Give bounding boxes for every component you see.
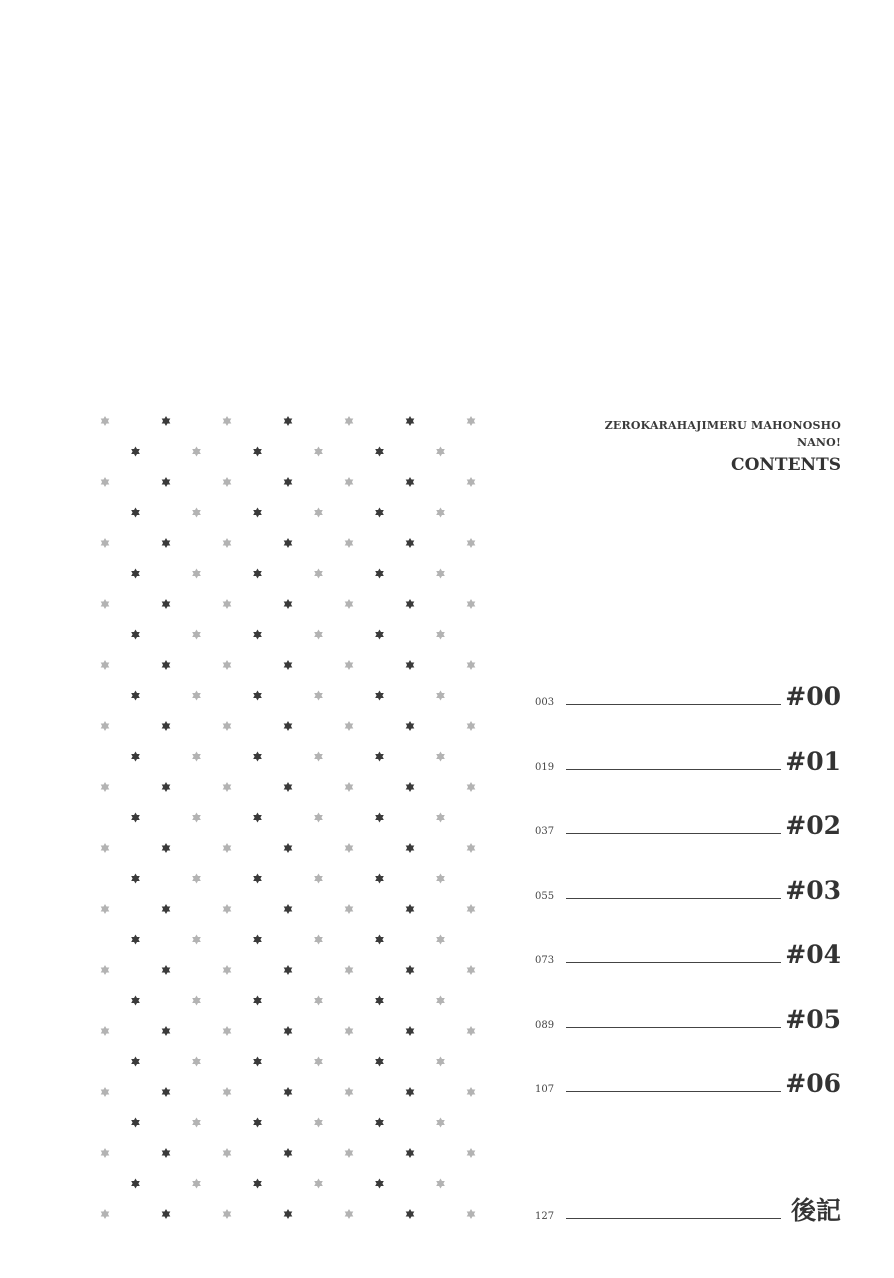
hexagram-star-icon (467, 965, 476, 975)
hexagram-star-icon (406, 599, 415, 609)
hexagram-star-icon (131, 874, 140, 884)
hexagram-star-icon (314, 813, 323, 823)
hexagram-star-icon (345, 599, 354, 609)
hexagram-star-icon (406, 538, 415, 548)
hexagram-star-icon (436, 630, 445, 640)
hexagram-star-icon (131, 691, 140, 701)
hexagram-star-icon (345, 904, 354, 914)
hexagram-star-icon (101, 904, 110, 914)
hexagram-star-icon (436, 1118, 445, 1128)
hexagram-star-icon (467, 599, 476, 609)
toc-entry-04[interactable] (535, 928, 841, 968)
hexagram-star-icon (314, 996, 323, 1006)
hexagram-star-icon (162, 721, 171, 731)
hexagram-star-icon (162, 599, 171, 609)
hexagram-star-icon (345, 721, 354, 731)
hexagram-star-icon (467, 538, 476, 548)
toc-entry-00[interactable] (535, 670, 841, 710)
hexagram-star-icon (192, 813, 201, 823)
toc-entry-02[interactable] (535, 799, 841, 839)
hexagram-star-icon (131, 569, 140, 579)
hexagram-star-icon (345, 965, 354, 975)
hexagram-star-icon (314, 1179, 323, 1189)
hexagram-star-icon (253, 569, 262, 579)
hexagram-star-icon (284, 416, 293, 426)
hexagram-star-icon (131, 1118, 140, 1128)
hexagram-star-icon (253, 508, 262, 518)
toc-entry-03[interactable] (535, 864, 841, 904)
hexagram-star-icon (223, 660, 232, 670)
hexagram-star-icon (375, 447, 384, 457)
toc-leader-line (566, 1218, 781, 1219)
toc-leader-line (566, 769, 781, 770)
toc-entry-afterword[interactable] (535, 1184, 841, 1224)
hexagram-star-icon (345, 1148, 354, 1158)
hexagram-star-icon (253, 1118, 262, 1128)
hexagram-star-icon (436, 752, 445, 762)
series-title-line-1: ZEROKARAHAJIMERU MAHONOSHO (604, 419, 841, 432)
hexagram-star-icon (284, 660, 293, 670)
hexagram-star-icon (314, 935, 323, 945)
hexagram-star-icon (131, 752, 140, 762)
hexagram-star-icon (162, 782, 171, 792)
hexagram-star-icon (314, 874, 323, 884)
hexagram-star-icon (192, 996, 201, 1006)
hexagram-star-icon (162, 843, 171, 853)
hexagram-star-icon (192, 447, 201, 457)
hexagram-star-icon (406, 416, 415, 426)
hexagram-star-icon (192, 752, 201, 762)
toc-entry-01[interactable] (535, 735, 841, 775)
hexagram-star-icon (375, 813, 384, 823)
hexagram-star-icon (345, 1209, 354, 1219)
hexagram-star-icon (253, 691, 262, 701)
hexagram-star-icon (314, 569, 323, 579)
series-title-line-2: NANO! (796, 436, 841, 449)
hexagram-star-icon (345, 477, 354, 487)
hexagram-star-icon (253, 874, 262, 884)
star-pattern-decoration (90, 405, 490, 1230)
hexagram-star-icon (284, 965, 293, 975)
hexagram-star-icon (101, 660, 110, 670)
hexagram-star-icon (284, 843, 293, 853)
hexagram-star-icon (406, 1087, 415, 1097)
hexagram-star-icon (253, 996, 262, 1006)
hexagram-star-icon (192, 935, 201, 945)
hexagram-star-icon (284, 599, 293, 609)
hexagram-star-icon (436, 813, 445, 823)
hexagram-star-icon (192, 1057, 201, 1067)
hexagram-star-icon (101, 1148, 110, 1158)
hexagram-star-icon (131, 447, 140, 457)
hexagram-star-icon (101, 1026, 110, 1036)
hexagram-star-icon (467, 1209, 476, 1219)
hexagram-star-icon (253, 813, 262, 823)
hexagram-star-icon (467, 721, 476, 731)
hexagram-star-icon (162, 660, 171, 670)
hexagram-star-icon (375, 1179, 384, 1189)
hexagram-star-icon (284, 1148, 293, 1158)
hexagram-star-icon (375, 569, 384, 579)
hexagram-star-icon (131, 508, 140, 518)
hexagram-star-icon (101, 538, 110, 548)
toc-chapter-label: #04 (785, 940, 841, 969)
hexagram-star-icon (131, 1057, 140, 1067)
hexagram-star-icon (345, 1026, 354, 1036)
hexagram-star-icon (162, 904, 171, 914)
hexagram-star-icon (436, 1057, 445, 1067)
hexagram-star-icon (345, 1087, 354, 1097)
hexagram-star-icon (314, 630, 323, 640)
hexagram-star-icon (375, 935, 384, 945)
toc-leader-line (566, 704, 781, 705)
toc-page-number: 107 (535, 1084, 555, 1095)
hexagram-star-icon (223, 1148, 232, 1158)
hexagram-star-icon (101, 782, 110, 792)
hexagram-star-icon (375, 874, 384, 884)
hexagram-star-icon (192, 630, 201, 640)
hexagram-star-icon (436, 508, 445, 518)
toc-leader-line (566, 962, 781, 963)
hexagram-star-icon (314, 752, 323, 762)
hexagram-star-icon (284, 721, 293, 731)
toc-page-number: 073 (535, 955, 555, 966)
hexagram-star-icon (101, 416, 110, 426)
toc-page-number: 037 (535, 826, 555, 837)
hexagram-star-icon (436, 996, 445, 1006)
hexagram-star-icon (406, 1209, 415, 1219)
hexagram-star-icon (436, 447, 445, 457)
hexagram-star-icon (284, 782, 293, 792)
toc-chapter-label: #06 (785, 1069, 841, 1098)
hexagram-star-icon (192, 691, 201, 701)
hexagram-star-icon (345, 782, 354, 792)
toc-leader-line (566, 898, 781, 899)
toc-page-number: 019 (535, 762, 555, 773)
hexagram-star-icon (314, 1057, 323, 1067)
hexagram-star-icon (162, 965, 171, 975)
hexagram-star-icon (101, 721, 110, 731)
toc-leader-line (566, 1027, 781, 1028)
hexagram-star-icon (162, 538, 171, 548)
toc-chapter-label: #05 (785, 1005, 841, 1034)
hexagram-star-icon (406, 904, 415, 914)
hexagram-star-icon (467, 416, 476, 426)
hexagram-star-icon (375, 996, 384, 1006)
hexagram-star-icon (101, 477, 110, 487)
hexagram-star-icon (223, 1026, 232, 1036)
hexagram-star-icon (467, 1148, 476, 1158)
hexagram-star-icon (162, 1026, 171, 1036)
toc-page-number: 055 (535, 891, 555, 902)
hexagram-star-icon (131, 996, 140, 1006)
hexagram-star-icon (223, 1087, 232, 1097)
hexagram-star-icon (253, 752, 262, 762)
hexagram-star-icon (223, 904, 232, 914)
hexagram-star-icon (345, 416, 354, 426)
hexagram-star-icon (375, 508, 384, 518)
hexagram-star-icon (314, 691, 323, 701)
toc-chapter-label: #00 (785, 682, 841, 711)
hexagram-star-icon (345, 538, 354, 548)
hexagram-star-icon (223, 599, 232, 609)
hexagram-star-icon (253, 630, 262, 640)
hexagram-star-icon (375, 630, 384, 640)
hexagram-star-icon (436, 1179, 445, 1189)
toc-chapter-label: #01 (785, 747, 841, 776)
hexagram-star-icon (406, 660, 415, 670)
hexagram-star-icon (375, 1118, 384, 1128)
hexagram-star-icon (192, 1179, 201, 1189)
hexagram-star-icon (223, 538, 232, 548)
toc-entry-06[interactable] (535, 1057, 841, 1097)
hexagram-star-icon (223, 1209, 232, 1219)
hexagram-star-icon (284, 477, 293, 487)
hexagram-star-icon (253, 935, 262, 945)
hexagram-star-icon (101, 1209, 110, 1219)
hexagram-star-icon (253, 1057, 262, 1067)
hexagram-star-icon (467, 660, 476, 670)
hexagram-star-icon (131, 935, 140, 945)
hexagram-star-icon (284, 904, 293, 914)
hexagram-star-icon (467, 1026, 476, 1036)
hexagram-star-icon (162, 477, 171, 487)
toc-page-number: 127 (535, 1211, 555, 1222)
hexagram-star-icon (375, 752, 384, 762)
hexagram-star-icon (284, 1087, 293, 1097)
hexagram-star-icon (314, 447, 323, 457)
hexagram-star-icon (375, 691, 384, 701)
toc-leader-line (566, 1091, 781, 1092)
hexagram-star-icon (253, 1179, 262, 1189)
hexagram-star-icon (192, 569, 201, 579)
hexagram-star-icon (467, 1087, 476, 1097)
hexagram-star-icon (436, 691, 445, 701)
hexagram-star-icon (406, 965, 415, 975)
hexagram-star-icon (131, 813, 140, 823)
hexagram-star-icon (314, 508, 323, 518)
hexagram-star-icon (223, 843, 232, 853)
hexagram-star-icon (192, 874, 201, 884)
hexagram-star-icon (223, 782, 232, 792)
contents-header (605, 417, 841, 477)
page-title: CONTENTS (731, 455, 841, 475)
hexagram-star-icon (345, 660, 354, 670)
hexagram-star-icon (101, 843, 110, 853)
hexagram-star-icon (223, 721, 232, 731)
hexagram-star-icon (436, 569, 445, 579)
hexagram-star-icon (284, 1209, 293, 1219)
hexagram-star-icon (162, 1209, 171, 1219)
toc-chapter-label: #02 (785, 811, 841, 840)
hexagram-star-icon (162, 416, 171, 426)
toc-leader-line (566, 833, 781, 834)
hexagram-star-icon (192, 508, 201, 518)
hexagram-star-icon (467, 782, 476, 792)
hexagram-star-icon (375, 1057, 384, 1067)
hexagram-star-icon (467, 904, 476, 914)
hexagram-star-icon (284, 538, 293, 548)
hexagram-star-icon (223, 416, 232, 426)
hexagram-star-icon (101, 599, 110, 609)
hexagram-star-icon (253, 447, 262, 457)
hexagram-star-icon (406, 843, 415, 853)
hexagram-star-icon (314, 1118, 323, 1128)
hexagram-star-icon (345, 843, 354, 853)
hexagram-star-icon (131, 1179, 140, 1189)
toc-chapter-label: #03 (785, 876, 841, 905)
toc-page-number: 089 (535, 1020, 555, 1031)
hexagram-star-icon (101, 1087, 110, 1097)
hexagram-star-icon (223, 477, 232, 487)
hexagram-star-icon (162, 1087, 171, 1097)
hexagram-star-icon (284, 1026, 293, 1036)
hexagram-star-icon (436, 874, 445, 884)
hexagram-star-icon (406, 721, 415, 731)
hexagram-star-icon (406, 477, 415, 487)
hexagram-star-icon (406, 1148, 415, 1158)
hexagram-star-icon (436, 935, 445, 945)
toc-chapter-label: 後記 (790, 1196, 841, 1225)
hexagram-star-icon (406, 1026, 415, 1036)
toc-entry-05[interactable] (535, 993, 841, 1033)
toc-page-number: 003 (535, 697, 555, 708)
hexagram-star-icon (467, 843, 476, 853)
hexagram-star-icon (101, 965, 110, 975)
hexagram-star-icon (162, 1148, 171, 1158)
hexagram-star-icon (223, 965, 232, 975)
hexagram-star-icon (406, 782, 415, 792)
hexagram-star-icon (131, 630, 140, 640)
hexagram-star-icon (467, 477, 476, 487)
hexagram-star-icon (192, 1118, 201, 1128)
